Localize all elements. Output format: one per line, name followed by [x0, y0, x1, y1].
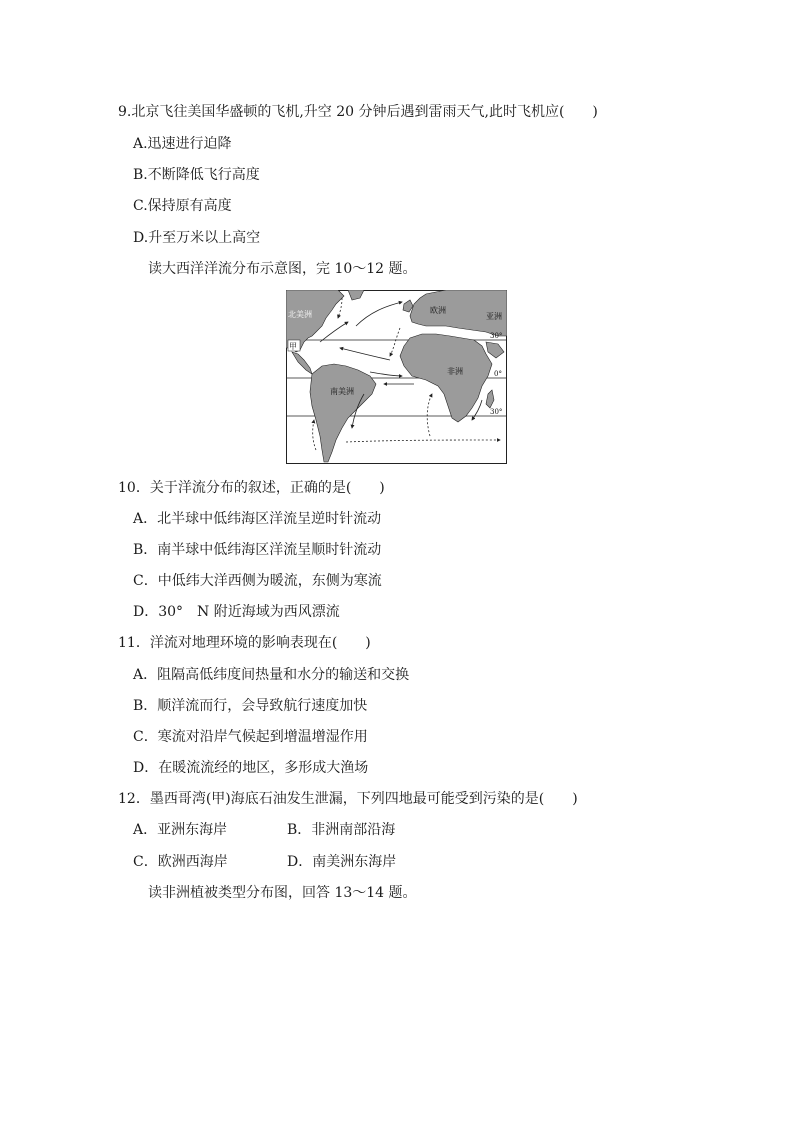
question-12-option-b: B．非洲南部沿海	[287, 822, 396, 838]
question-12-stem: 12．墨西哥湾(甲)海底石油发生泄漏，下列四地最可能受到污染的是( )	[118, 791, 578, 807]
question-11-option-b: B．顺洋流而行，会导致航行速度加快	[133, 698, 368, 714]
question-11-option-d: D．在暖流流经的地区，多形成大渔场	[133, 760, 369, 776]
question-12-option-c: C．欧洲西海岸	[133, 854, 228, 870]
map-label-asia: 亚洲	[486, 312, 502, 321]
question-11-option-a: A．阻隔高低纬度间热量和水分的输送和交换	[133, 667, 410, 683]
question-11-option-c: C．寒流对沿岸气候起到增温增湿作用	[133, 729, 368, 745]
question-9-option-b: B.不断降低飞行高度	[133, 167, 260, 183]
map-label-south-america: 南美洲	[330, 387, 354, 396]
latitude-label-equator: 0°	[494, 370, 502, 378]
question-9-option-d: D.升至万米以上高空	[133, 230, 261, 246]
question-11-stem: 11．洋流对地理环境的影响表现在( )	[118, 635, 371, 651]
question-9-stem: 9.北京飞往美国华盛顿的飞机,升空 20 分钟后遇到雷雨天气,此时飞机应( )	[118, 104, 598, 120]
question-12-option-a: A．亚洲东海岸	[133, 822, 228, 838]
question-12-option-d: D．南美洲东海岸	[287, 854, 397, 870]
question-10-option-a: A．北半球中低纬海区洋流呈逆时针流动	[133, 511, 382, 527]
map-label-north-america: 北美洲	[288, 310, 312, 319]
latitude-label-30n: 30°	[490, 332, 503, 340]
map-label-europe: 欧洲	[430, 306, 446, 315]
instruction-map: 读大西洋洋流分布示意图，完 10～12 题。	[148, 261, 417, 277]
question-9-option-a: A.迅速进行迫降	[133, 136, 232, 152]
question-10-option-d: D．30° N 附近海域为西风漂流	[133, 604, 340, 620]
atlantic-currents-map	[286, 290, 507, 464]
latitude-label-30s: 30°	[490, 408, 503, 416]
instruction-vegetation: 读非洲植被类型分布图，回答 13～14 题。	[148, 885, 417, 901]
question-10-option-c: C．中低纬大洋西侧为暖流，东侧为寒流	[133, 573, 382, 589]
map-label-africa: 非洲	[447, 367, 463, 376]
map-label-jia: 甲	[289, 342, 297, 351]
question-9-option-c: C.保持原有高度	[133, 198, 232, 214]
question-10-option-b: B．南半球中低纬海区洋流呈顺时针流动	[133, 542, 382, 558]
question-10-stem: 10．关于洋流分布的叙述，正确的是( )	[118, 480, 385, 496]
